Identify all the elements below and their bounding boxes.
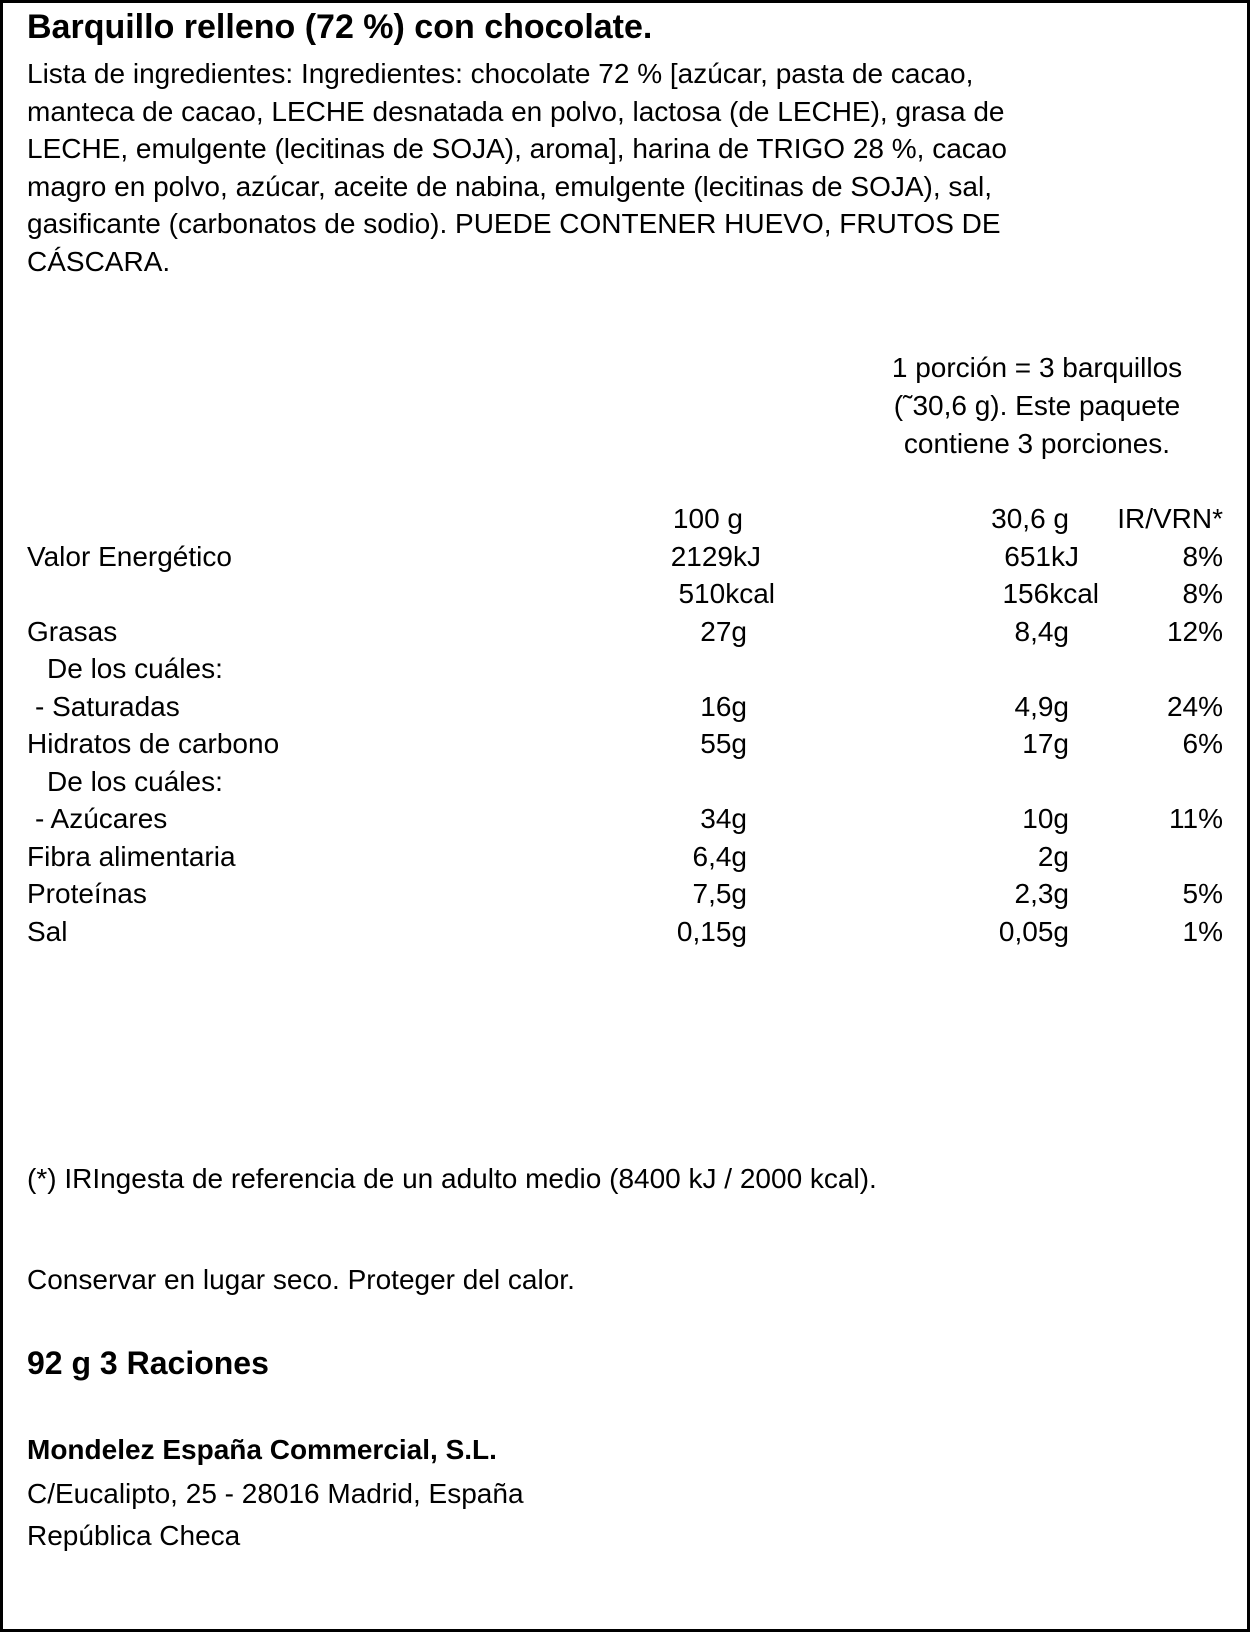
product-title: Barquillo relleno (72 %) con chocolate. [27,8,653,46]
value-per-100g: 34g [700,803,747,834]
value-ir: 8% [1182,578,1223,609]
nutrient-label: Fibra alimentaria [27,840,236,872]
ingredients-line: CÁSCARA. [27,245,171,277]
table-row [27,725,1227,763]
company-address-block [27,1473,524,1557]
company-address: C/Eucalipto, 25 - 28016 Madrid, España [27,1478,524,1509]
value-ir: 8% [1182,540,1223,572]
value-per-portion: 2,3g [1014,878,1069,909]
portion-line: contiene 3 porciones. [903,428,1171,459]
value-per-portion: 8,4g [1014,615,1069,647]
ingredients-list [27,55,1223,280]
table-row [27,838,1227,876]
reference-intake-footnote: (*) IRIngesta de referencia de un adulto medio (8400 kJ / 2000 kcal). [27,1163,877,1194]
ingredients-line: LECHE, emulgente (lecitinas de SOJA), aroma], harina de TRIGO 28 %, cacao [27,133,1007,164]
nutrient-label: Hidratos de carbono [27,728,280,759]
country-of-origin: República Checa [27,1520,241,1551]
value-per-100g: 16g [700,690,747,722]
table-row [27,875,1227,913]
ingredients-line: magro en polvo, azúcar, aceite de nabina, emulgente (lecitinas de SOJA), sal, [27,170,992,202]
portion-line: (˜30,6 g). Este paquete [893,390,1181,421]
header-ir: IR/VRN* [1117,503,1223,534]
value-per-portion: 4,9g [1014,690,1069,722]
value-per-portion: 10g [1022,803,1069,834]
nutrient-label: Proteínas [27,878,147,909]
value-per-portion: 0,05g [998,915,1069,947]
table-row [27,575,1227,613]
value-per-100g: 510kcal [678,578,775,609]
nutrition-header-row [27,500,1227,538]
value-per-portion: 651kJ [1004,540,1079,572]
value-per-portion: 2g [1037,840,1069,872]
table-row [27,913,1227,951]
value-per-100g: 6,4g [692,840,747,872]
value-ir: 6% [1182,728,1223,759]
table-row [27,763,1227,801]
value-per-100g: 2129kJ [670,540,761,572]
value-per-100g: 55g [700,728,747,759]
portion-info [849,349,1225,463]
portion-line: 1 porción = 3 barquillos [891,352,1183,383]
value-per-100g: 7,5g [692,878,747,909]
company-name: Mondelez España Commercial, S.L. [27,1434,497,1465]
header-per-100g: 100 g [672,503,743,534]
value-ir: 11% [1169,803,1223,834]
ingredients-line: Lista de ingredientes: Ingredientes: chocolate 72 % [azúcar, pasta de cacao, [27,58,974,89]
nutrient-label: Sal [27,915,68,947]
nutrition-table [27,500,1227,950]
nutrient-sublabel: De los cuáles: [47,653,223,684]
storage-instructions: Conservar en lugar seco. Proteger del calor. [27,1264,575,1295]
table-row [27,613,1227,651]
value-per-100g: 0,15g [676,915,747,947]
nutrient-label: Valor Energético [27,540,232,572]
table-row [27,800,1227,838]
value-ir: 12% [1166,615,1223,647]
nutrient-label: - Azúcares [35,803,168,834]
value-per-100g: 27g [700,615,747,647]
table-row [27,538,1227,576]
table-row [27,650,1227,688]
value-ir: 1% [1182,915,1223,947]
nutrient-label: Grasas [27,615,118,647]
value-per-portion: 17g [1022,728,1069,759]
value-per-portion: 156kcal [1002,578,1099,609]
ingredients-line: gasificante (carbonatos de sodio). PUEDE CONTENER HUEVO, FRUTOS DE [27,208,1001,239]
nutrient-sublabel: De los cuáles: [47,765,223,797]
net-weight: 92 g 3 Raciones [27,1345,269,1381]
nutrient-label: - Saturadas [35,690,180,722]
value-ir: 24% [1166,690,1223,722]
ingredients-line: manteca de cacao, LECHE desnatada en polvo, lactosa (de LECHE), grasa de [27,95,1005,127]
value-ir: 5% [1182,878,1223,909]
header-per-portion: 30,6 g [991,503,1069,534]
table-row [27,688,1227,726]
